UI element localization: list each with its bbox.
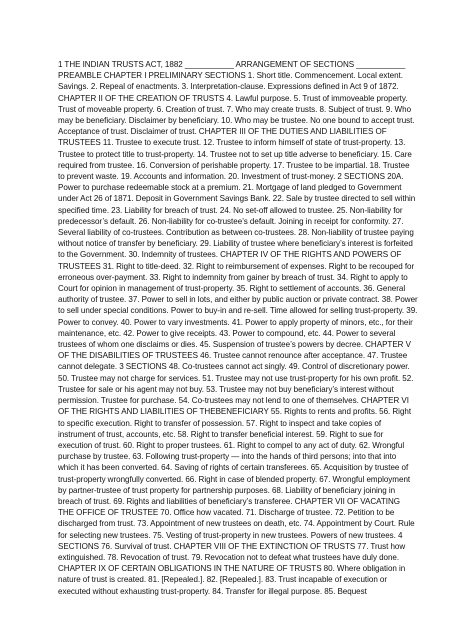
body-text: 1 THE INDIAN TRUSTS ACT, 1882 ___________ ARRANGEMENT OF SECTIONS ___________ PREAMBLE CHAPTER I PRELIMINARY SECTIONS 1. Short title. Commencement. Local extent. Savings. 2. Repeal of enactments. 3. Interpretation-clause. Expressions defined in Act 9 of 1872. CHAPTER II OF THE CREATION OF TRUSTS 4. Lawful purpose. 5. Trust of immoveable property. Trust of moveable property. 6. Creation of trust. 7. Who may create trusts. 8. Subject of trust. 9. Who may be beneficiary. Disclaimer by beneficiary. 10. Who may be trustee. No one bound to accept trust. Acceptance of trust. Disclaimer of trust. CHAPTER III OF THE DUTIES AND LIABILITIES OF TRUSTEES 11. Trustee to execute trust. 12. Trustee to inform himself of state of trust-property. 13. Trustee to protect title to trust-property. 14. Trustee not to set up title adverse to beneficiary. 15. Care required from trustee. 16. Conversion of perishable property. 17. Trustee to be impartial. 18. Trustee to prevent waste. 19. Accounts and information. 20. Investment of trust-money. 2 SECTIONS 20A. Power to purchase redeemable stock at a premium. 21. Mortgage of land pledged to Government under Act 26 of 1871. Deposit in Government Savings Bank. 22. Sale by trustee directed to sell within specified time. 23. Liability for breach of trust. 24. No set-off allowed to trustee. 25. Non-liability for predecessor’s default. 26. Non-liability for co-trustee’s default. Joining in receipt for conformity. 27. Several liability of co-trustees. Contribution as between co-trustees. 28. Non-liability of trustee paying without notice of transfer by beneficiary. 29. Liability of trustee where beneficiary’s interest is forfeited to the Government. 30. Indemnity of trustees. CHAPTER IV OF THE RIGHTS AND POWERS OF TRUSTEES 31. Right to title-deed. 32. Right to reimbursement of expenses. Right to be recouped for erroneous over-payment. 33. Right to indemnity from gainer by breach of trust. 34. Right to apply to Court for opinion in management of trust-property. 35. Right to settlement of accounts. 36. General authority of trustee. 37. Power to sell in lots, and either by public auction or private contract. 38. Power to sell under special conditions. Power to buy-in and re-sell. Time allowed for selling trust-property. 39. Power to convey. 40. Power to vary investments. 41. Power to apply property of minors, etc., for their maintenance, etc. 42. Power to give receipts. 43. Power to compound, etc. 44. Power to several trustees of whom one disclaims or dies. 45. Suspension of trustee’s powers by decree. CHAPTER V OF THE DISABILITIES OF TRUSTEES 46. Trustee cannot renounce after acceptance. 47. Trustee cannot delegate. 3 SECTIONS 48. Co-trustees cannot act singly. 49. Control of discretionary power. 50. Trustee may not charge for services. 51. Trustee may not use trust-property for his own profit. 52. Trustee for sale or his agent may not buy. 53. Trustee may not buy beneficiary’s interest without permission. Trustee for purchase. 54. Co-trustees may not lend to one of themselves. CHAPTER VI OF THE RIGHTS AND LIABILITIES OF THEBENEFICIARY 55. Rights to rents and profits. 56. Right to specific execution. Right to transfer of possession. 57. Right to inspect and take copies of instrument of trust, accounts, etc. 58. Right to transfer beneficial interest. 59. Right to sue for execution of trust. 60. Right to proper trustees. 61. Right to compel to any act of duty. 62. Wrongful purchase by trustee. 63. Following trust-property — into the hands of third persons; into that into which it has been converted. 64. Saving of rights of certain transferees. 65. Acquisition by trustee of trust-property wrongfully converted. 66. Right in case of blended property. 67. Wrongful employment by partner-trustee of trust property for partnership purposes. 68. Liability of beneficiary joining in breach of trust. 69. Rights and liabilities of beneficiary’s transferee. CHAPTER VII OF VACATING THE OFFICE OF TRUSTEE 70. Office how vacated. 71. Discharge of trustee. 72. Petition to be discharged from trust. 73. Appointment of new trustees on death, etc. 74. Appointment by Court. Rule for selecting new trustees. 75. Vesting of trust-property in new trustees. Powers of new trustees. 4 SECTIONS 76. Survival of trust. CHAPTER VIII OF THE EXTINCTION OF TRUSTS 77. Trust how extinguished. 78. Revocation of trust. 79. Revocation not to defeat what trustees have duly done. CHAPTER IX OF CERTAIN OBLIGATIONS IN THE NATURE OF TRUSTS 80. Where obligation in nature of trust is created. 81. [Repealed.]. 82. [Repealed.]. 83. Trust incapable of execution or executed without exhausting trust-property. 84. Transfer for illegal purpose. 85. Bequest: [58, 60, 418, 596]
